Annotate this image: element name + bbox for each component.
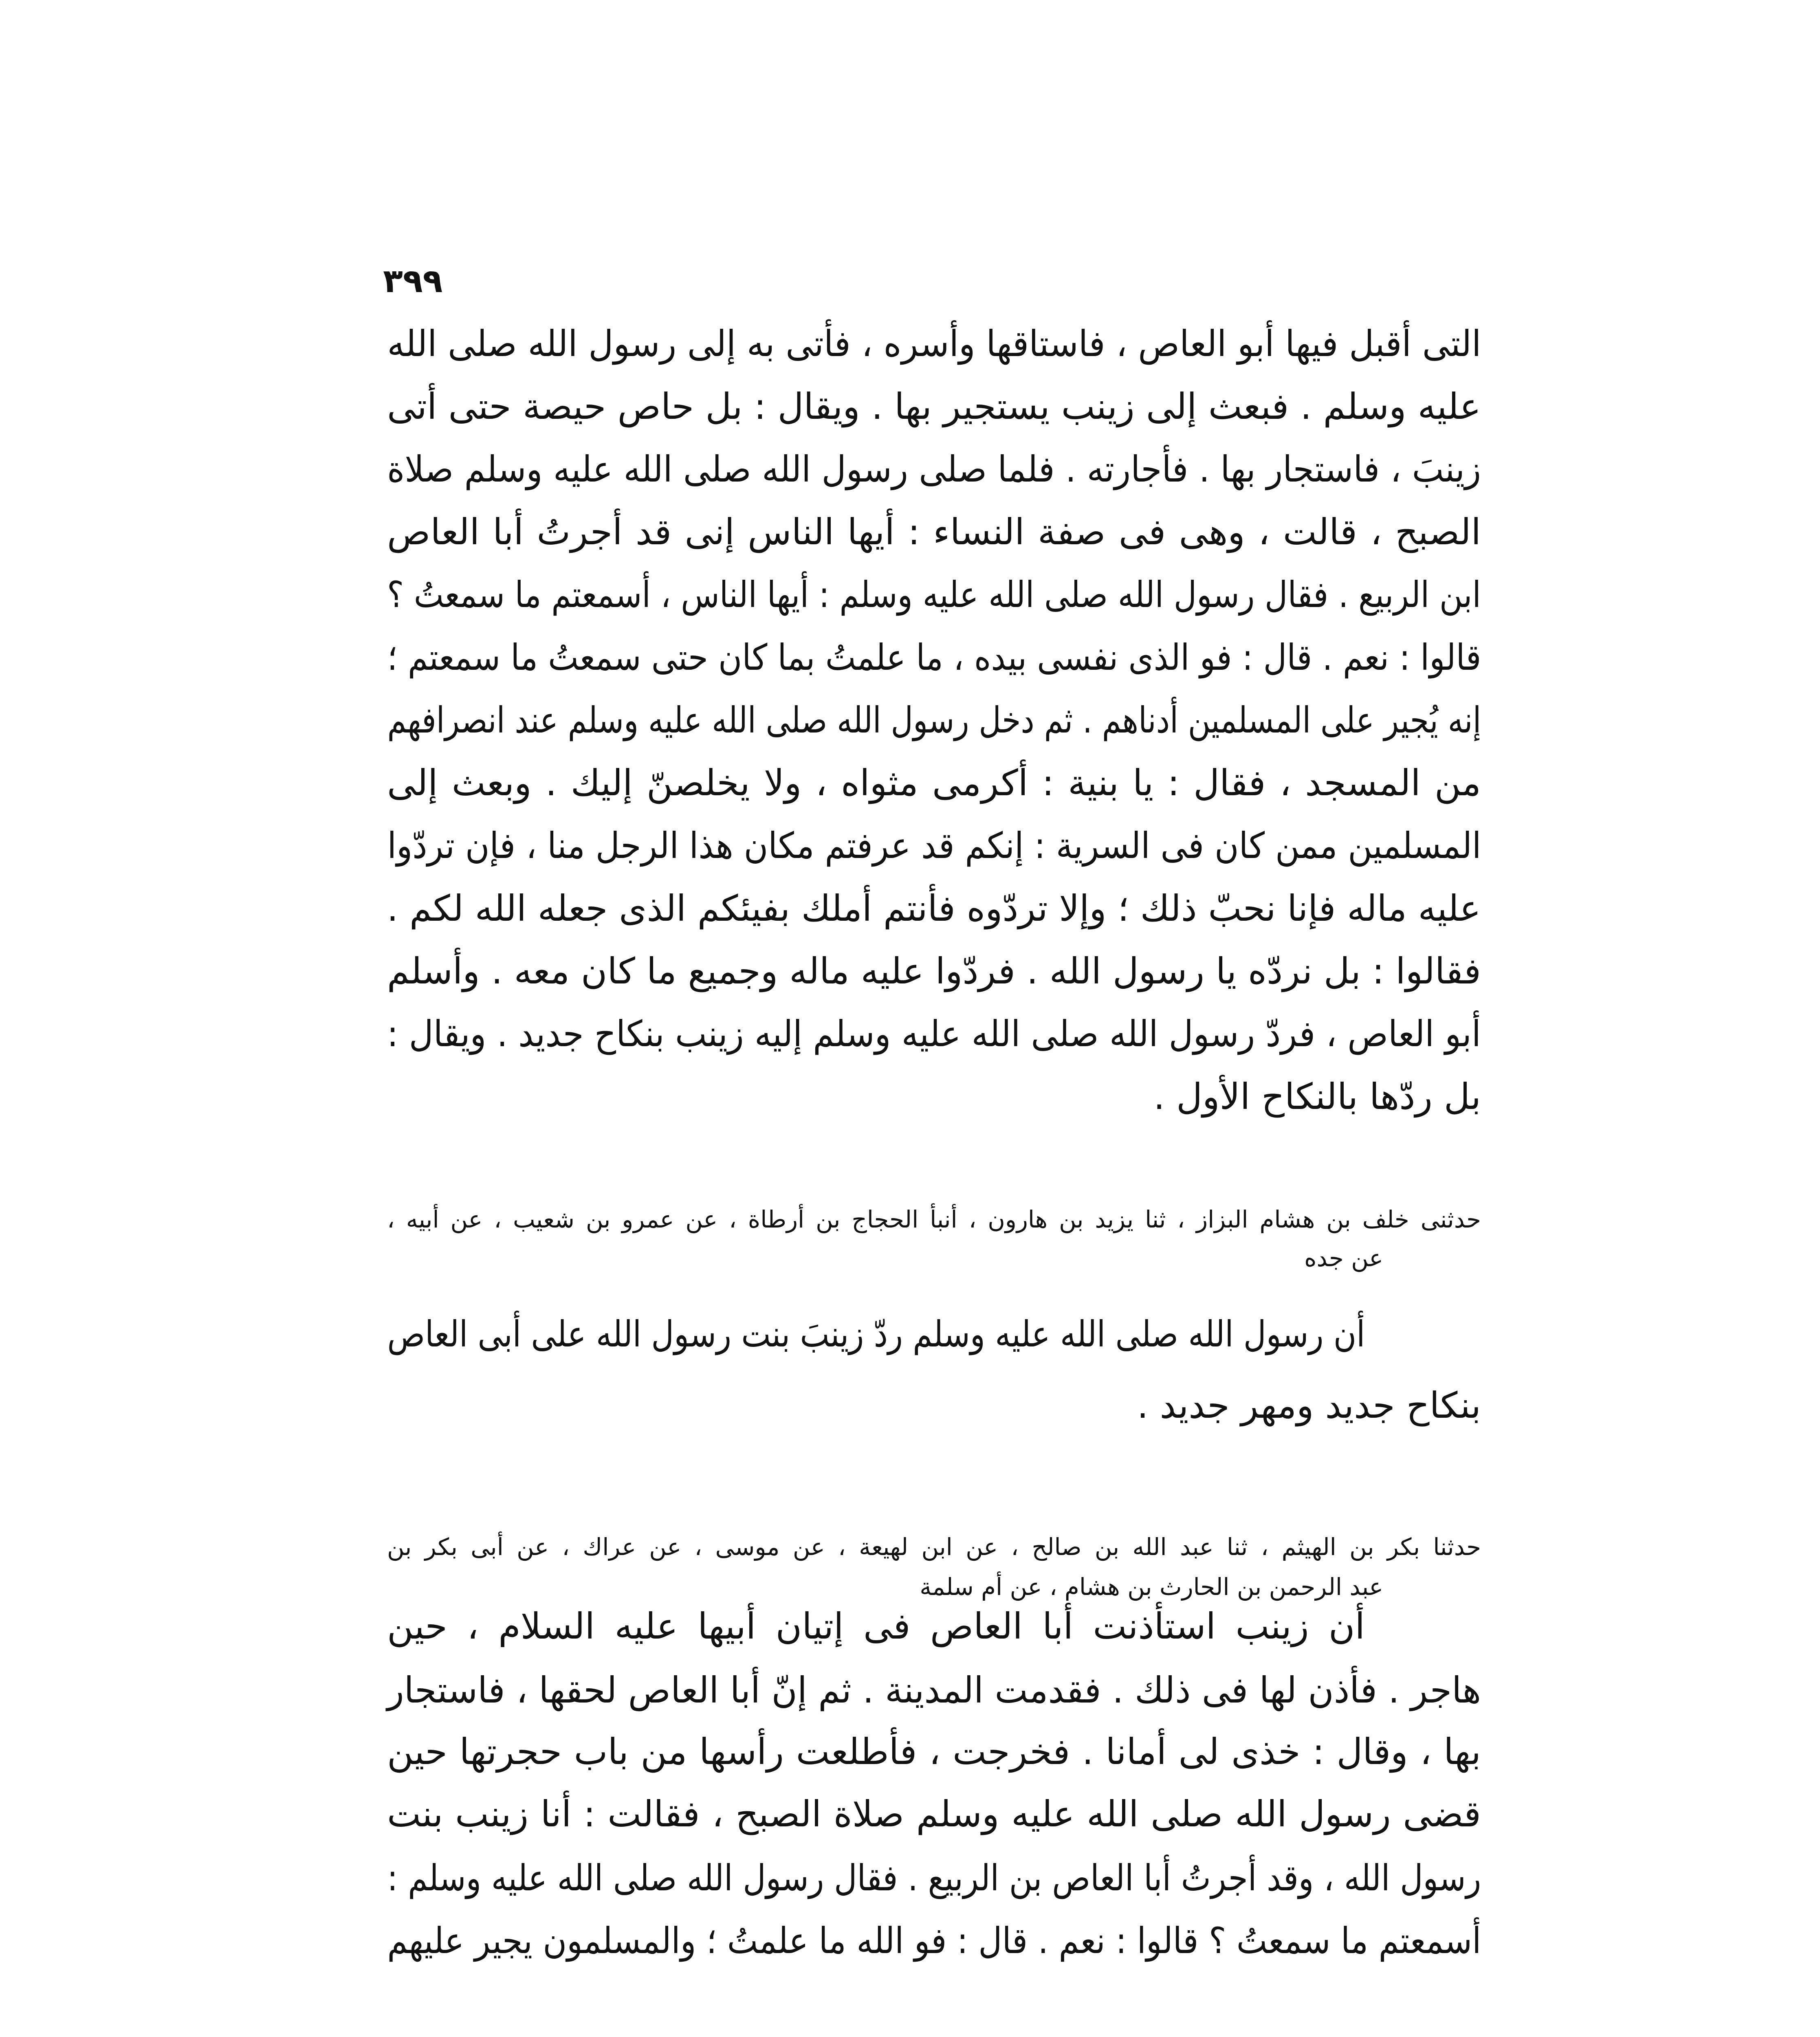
text-line: قالوا : نعم . قال : فو الذى نفسى بيده ، ما علمتُ بما كان حتى سمعتُ ما سمعتم ؛ [387, 636, 1481, 678]
page-number: ٣٩٩ [383, 262, 443, 300]
text-line: التى أقبل فيها أبو العاص ، فاستاقها وأسره ، فأتى به إلى رسول الله صلى الله [387, 323, 1481, 365]
text-line: بل ردّها بالنكاح الأول . [1153, 1076, 1481, 1117]
text-line: من المسجد ، فقال : يا بنية : أكرمى مثواه ، ولا يخلصنّ إليك . وبعث إلى [387, 762, 1481, 804]
text-line: أن زينب استأذنت أبا العاص فى إتيان أبيها عليه السلام ، حين [387, 1605, 1365, 1647]
text-line: أسمعتم ما سمعتُ ؟ قالوا : نعم . قال : فو الله ما علمتُ ؛ والمسلمون يجير عليهم [387, 1920, 1481, 1962]
text-line: إنه يُجير على المسلمين أدناهم . ثم دخل رسول الله صلى الله عليه وسلم عند انصرافهم [387, 699, 1481, 741]
text-line: ابن الربيع . فقال رسول الله صلى الله عليه وسلم : أيها الناس ، أسمعتم ما سمعتُ ؟ [387, 574, 1481, 616]
text-line: فقالوا : بل نردّه يا رسول الله . فردّوا عليه ماله وجميع ما كان معه . وأسلم [387, 950, 1481, 992]
text-line: عليه وسلم . فبعث إلى زينب يستجير بها . ويقال : بل حاص حيصة حتى أتى [387, 385, 1481, 427]
isnad-line: عن جده [1304, 1244, 1383, 1272]
text-line: الصبح ، قالت ، وهى فى صفة النساء : أيها الناس إنى قد أجرتُ أبا العاص [387, 511, 1481, 553]
text-line: بها ، وقال : خذى لى أمانا . فخرجت ، فأطلعت رأسها من باب حجرتها حين [387, 1731, 1481, 1773]
isnad-line: حدثنا بكر بن الهيثم ، ثنا عبد الله بن صالح ، عن ابن لهيعة ، عن موسى ، عن عراك ، عن أبى بكر بن [387, 1533, 1481, 1561]
text-line: قضى رسول الله صلى الله عليه وسلم صلاة الصبح ، فقالت : أنا زينب بنت [387, 1793, 1481, 1835]
text-line: أن رسول الله صلى الله عليه وسلم ردّ زينبَ بنت رسول الله على أبى العاص [387, 1313, 1365, 1355]
text-line: عليه ماله فإنا نحبّ ذلك ؛ وإلا تردّوه فأنتم أملك بفيئكم الذى جعله الله لكم . [387, 887, 1481, 929]
isnad-line: حدثنى خلف بن هشام البزاز ، ثنا يزيد بن هارون ، أنبأ الحجاج بن أرطاة ، عن عمرو بن شعيب ، عن أبيه ، [387, 1205, 1481, 1233]
text-line: رسول الله ، وقد أجرتُ أبا العاص بن الربيع . فقال رسول الله صلى الله عليه وسلم : [387, 1857, 1481, 1899]
text-line: هاجر . فأذن لها فى ذلك . فقدمت المدينة . ثم إنّ أبا العاص لحقها ، فاستجار [387, 1669, 1481, 1711]
text-line: بنكاح جديد ومهر جديد . [1137, 1384, 1481, 1426]
text-line: أبو العاص ، فردّ رسول الله صلى الله عليه وسلم إليه زينب بنكاح جديد . ويقال : [387, 1013, 1481, 1055]
text-line: المسلمين ممن كان فى السرية : إنكم قد عرفتم مكان هذا الرجل منا ، فإن تردّوا [387, 825, 1481, 867]
isnad-line: عبد الرحمن بن الحارث بن هشام ، عن أم سلمة [920, 1573, 1383, 1601]
text-line: زينبَ ، فاستجار بها . فأجارته . فلما صلى رسول الله صلى الله عليه وسلم صلاة [387, 448, 1481, 490]
